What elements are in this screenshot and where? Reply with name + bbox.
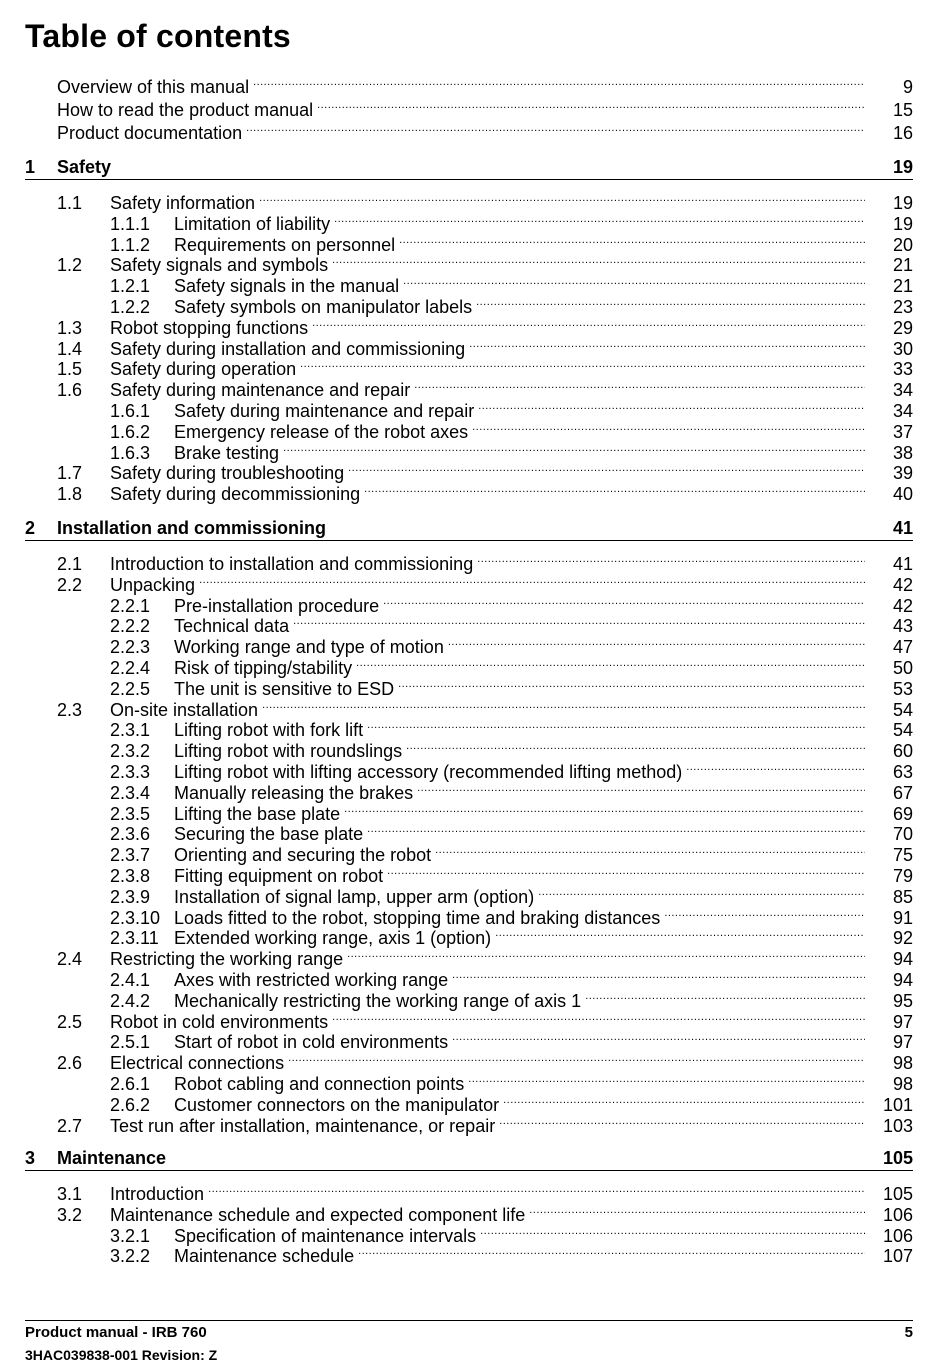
entry-page: 21 xyxy=(892,276,913,296)
entry-title: Fitting equipment on robot xyxy=(174,866,384,886)
dot-leader xyxy=(383,590,865,612)
dot-leader xyxy=(262,694,865,716)
chapter-heading[interactable] xyxy=(25,1146,913,1171)
dot-leader xyxy=(585,985,865,1007)
dot-leader xyxy=(406,735,865,757)
entry-number: 2.6.1 xyxy=(110,1074,151,1094)
entry-title: Orienting and securing the robot xyxy=(174,845,432,865)
toc-entry[interactable] xyxy=(57,353,913,379)
dot-leader xyxy=(347,943,865,965)
entry-number: 1.6 xyxy=(57,380,83,400)
entry-title: Customer connectors on the manipulator xyxy=(174,1095,500,1115)
dot-leader xyxy=(398,673,865,695)
entry-number: 2.5.1 xyxy=(110,1032,151,1052)
entry-title: Emergency release of the robot axes xyxy=(174,422,469,442)
entry-title: Test run after installation, maintenance, or repair xyxy=(110,1116,496,1136)
toc-entry[interactable] xyxy=(110,1240,913,1266)
entry-title: Pre-installation procedure xyxy=(174,596,380,616)
entry-page: 53 xyxy=(892,679,913,699)
entry-page: 98 xyxy=(892,1053,913,1073)
toc-entry[interactable] xyxy=(110,1089,913,1115)
dot-leader xyxy=(417,777,865,799)
entry-page: 97 xyxy=(892,1032,913,1052)
toc-entry[interactable] xyxy=(110,735,913,761)
footer-docid: 3HAC039838-001 Revision: Z xyxy=(25,1347,218,1363)
toc-entry[interactable] xyxy=(57,1006,913,1032)
entry-title: Safety during installation and commissioning xyxy=(110,339,466,359)
toc-entry[interactable] xyxy=(110,756,913,782)
chapter-number: 1 xyxy=(25,157,36,177)
toc-entry[interactable] xyxy=(110,590,913,616)
entry-number: 2.3.8 xyxy=(110,866,151,886)
entry-title: Safety symbols on manipulator labels xyxy=(174,297,473,317)
toc-entry[interactable] xyxy=(110,1220,913,1246)
toc-entry[interactable] xyxy=(110,395,913,421)
entry-number: 1.5 xyxy=(57,359,83,379)
dot-leader xyxy=(293,610,865,632)
entry-page: 107 xyxy=(882,1246,913,1266)
chapter-title: Maintenance xyxy=(57,1148,167,1168)
dot-leader xyxy=(288,1047,865,1069)
entry-number: 2.3.6 xyxy=(110,824,151,844)
entry-number: 2.2.2 xyxy=(110,616,151,636)
entry-page: 43 xyxy=(892,616,913,636)
toc-entry[interactable] xyxy=(110,860,913,886)
dot-leader xyxy=(452,964,865,986)
dot-leader xyxy=(414,374,865,396)
dot-leader xyxy=(686,756,865,778)
entry-number: 2.2.1 xyxy=(110,596,151,616)
toc-entry[interactable] xyxy=(110,631,913,657)
dot-leader xyxy=(367,714,865,736)
entry-title: Loads fitted to the robot, stopping time and braking distances xyxy=(174,908,661,928)
chapter-title: Safety xyxy=(57,157,112,177)
footer-product: Product manual - IRB 760 xyxy=(25,1324,207,1341)
dot-leader xyxy=(480,1220,865,1242)
entry-number: 2.3.4 xyxy=(110,783,151,803)
footer-divider xyxy=(25,1320,913,1321)
entry-number: 2.4.2 xyxy=(110,991,151,1011)
chapter-page: 105 xyxy=(882,1148,913,1168)
entry-title: Lifting robot with roundslings xyxy=(174,741,403,761)
dot-leader xyxy=(503,1089,865,1111)
entry-page: 54 xyxy=(892,700,913,720)
entry-number: 3.2.1 xyxy=(110,1226,151,1246)
entry-title: Requirements on personnel xyxy=(174,235,396,255)
dot-leader xyxy=(312,312,865,334)
entry-page: 85 xyxy=(892,887,913,907)
entry-page: 39 xyxy=(892,463,913,483)
toc-entry[interactable] xyxy=(57,694,913,720)
entry-title: Product documentation xyxy=(57,123,243,143)
toc-entry[interactable] xyxy=(110,291,913,317)
toc-entry[interactable] xyxy=(57,478,913,504)
entry-number: 1.2.2 xyxy=(110,297,151,317)
toc-entry[interactable] xyxy=(57,1047,913,1073)
toc-entry[interactable] xyxy=(110,985,913,1011)
entry-title: Maintenance schedule xyxy=(174,1246,355,1266)
entry-title: Safety signals in the manual xyxy=(174,276,400,296)
entry-page: 42 xyxy=(892,575,913,595)
toc-entry[interactable] xyxy=(110,437,913,463)
entry-number: 2.4 xyxy=(57,949,83,969)
entry-page: 41 xyxy=(892,554,913,574)
chapter-page: 19 xyxy=(892,157,913,177)
entry-number: 1.2 xyxy=(57,255,83,275)
entry-number: 2.2 xyxy=(57,575,83,595)
entry-title: Installation of signal lamp, upper arm (option) xyxy=(174,887,535,907)
dot-leader xyxy=(399,229,865,251)
entry-number: 1.1.1 xyxy=(110,214,151,234)
entry-page: 70 xyxy=(892,824,913,844)
entry-page: 30 xyxy=(892,339,913,359)
dot-leader xyxy=(469,333,865,355)
entry-page: 91 xyxy=(892,908,913,928)
entry-title: Manually releasing the brakes xyxy=(174,783,414,803)
entry-title: Overview of this manual xyxy=(57,77,250,97)
entry-number: 2.7 xyxy=(57,1116,83,1136)
entry-number: 2.2.3 xyxy=(110,637,151,657)
entry-number: 2.1 xyxy=(57,554,83,574)
toc-entry[interactable] xyxy=(57,1178,913,1204)
toc-entry[interactable] xyxy=(110,839,913,865)
entry-number: 2.3.5 xyxy=(110,804,151,824)
entry-title: Robot stopping functions xyxy=(110,318,309,338)
toc-entry[interactable] xyxy=(57,457,913,483)
entry-title: Securing the base plate xyxy=(174,824,364,844)
entry-page: 16 xyxy=(892,123,913,143)
entry-number: 2.3.10 xyxy=(110,908,161,928)
entry-page: 60 xyxy=(892,741,913,761)
toc-entry[interactable] xyxy=(110,610,913,636)
entry-title: On-site installation xyxy=(110,700,259,720)
entry-title: Introduction to installation and commissioning xyxy=(110,554,474,574)
entry-number: 3.1 xyxy=(57,1184,83,1204)
dot-leader xyxy=(334,208,865,230)
toc-entry[interactable] xyxy=(110,902,913,928)
dot-leader xyxy=(367,818,865,840)
entry-title: Robot in cold environments xyxy=(110,1012,329,1032)
entry-number: 1.6.3 xyxy=(110,443,151,463)
entry-page: 69 xyxy=(892,804,913,824)
entry-number: 1.2.1 xyxy=(110,276,151,296)
entry-title: Lifting robot with lifting accessory (recommended lifting method) xyxy=(174,762,683,782)
entry-page: 94 xyxy=(892,949,913,969)
chapter-title: Installation and commissioning xyxy=(57,518,327,538)
entry-number: 1.6.2 xyxy=(110,422,151,442)
entry-title: Safety during maintenance and repair xyxy=(110,380,411,400)
dot-leader xyxy=(344,798,865,820)
entry-title: Extended working range, axis 1 (option) xyxy=(174,928,492,948)
toc-entry[interactable] xyxy=(110,208,913,234)
toc-entry[interactable] xyxy=(57,117,913,143)
dot-leader xyxy=(495,922,865,944)
page-title: Table of contents xyxy=(25,18,291,54)
entry-title: The unit is sensitive to ESD xyxy=(174,679,395,699)
toc-entry[interactable] xyxy=(110,270,913,296)
entry-number: 1.7 xyxy=(57,463,83,483)
dot-leader xyxy=(208,1178,865,1200)
entry-number: 2.2.5 xyxy=(110,679,151,699)
dot-leader xyxy=(358,1240,865,1262)
toc-entry[interactable] xyxy=(110,673,913,699)
toc-entry[interactable] xyxy=(110,652,913,678)
toc-entry[interactable] xyxy=(57,71,913,97)
footer-page-number: 5 xyxy=(904,1324,913,1341)
entry-number: 2.6.2 xyxy=(110,1095,151,1115)
entry-title: Technical data xyxy=(174,616,290,636)
toc-entry[interactable] xyxy=(110,818,913,844)
entry-page: 98 xyxy=(892,1074,913,1094)
dot-leader xyxy=(435,839,865,861)
dot-leader xyxy=(664,902,865,924)
toc-entry[interactable] xyxy=(57,249,913,275)
entry-title: Safety during maintenance and repair xyxy=(174,401,475,421)
chapter-heading[interactable] xyxy=(25,516,913,541)
entry-title: Maintenance schedule and expected component life xyxy=(110,1205,526,1225)
entry-title: Start of robot in cold environments xyxy=(174,1032,449,1052)
entry-title: Working range and type of motion xyxy=(174,637,444,657)
entry-page: 106 xyxy=(882,1205,913,1225)
dot-leader xyxy=(468,1068,865,1090)
chapter-page: 41 xyxy=(892,518,913,538)
entry-title: Lifting the base plate xyxy=(174,804,341,824)
entry-page: 34 xyxy=(892,401,913,421)
dot-leader xyxy=(356,652,865,674)
dot-leader xyxy=(283,437,865,459)
entry-page: 105 xyxy=(882,1184,913,1204)
dot-leader xyxy=(332,1006,865,1028)
entry-title: Safety signals and symbols xyxy=(110,255,329,275)
toc-entry[interactable] xyxy=(110,229,913,255)
entry-page: 19 xyxy=(892,214,913,234)
entry-number: 3.2 xyxy=(57,1205,83,1225)
entry-title: Restricting the working range xyxy=(110,949,344,969)
toc-entry[interactable] xyxy=(110,798,913,824)
dot-leader xyxy=(478,395,865,417)
chapter-number: 2 xyxy=(25,518,36,538)
toc-entry[interactable] xyxy=(57,94,913,120)
entry-title: Limitation of liability xyxy=(174,214,331,234)
entry-number: 1.6.1 xyxy=(110,401,151,421)
entry-title: How to read the product manual xyxy=(57,100,314,120)
entry-title: Introduction xyxy=(110,1184,205,1204)
dot-leader xyxy=(300,353,865,375)
entry-page: 50 xyxy=(892,658,913,678)
entry-page: 23 xyxy=(892,297,913,317)
toc-entry[interactable] xyxy=(57,333,913,359)
dot-leader xyxy=(387,860,865,882)
toc-entry[interactable] xyxy=(110,881,913,907)
dot-leader xyxy=(246,117,865,139)
dot-leader xyxy=(403,270,865,292)
entry-number: 2.3 xyxy=(57,700,83,720)
entry-page: 37 xyxy=(892,422,913,442)
entry-title: Safety information xyxy=(110,193,256,213)
toc-entry[interactable] xyxy=(110,416,913,442)
dot-leader xyxy=(332,249,865,271)
entry-page: 40 xyxy=(892,484,913,504)
toc-entry[interactable] xyxy=(57,569,913,595)
entry-page: 34 xyxy=(892,380,913,400)
entry-number: 2.3.2 xyxy=(110,741,151,761)
dot-leader xyxy=(448,631,865,653)
chapter-number: 3 xyxy=(25,1148,36,1168)
toc-entry[interactable] xyxy=(57,548,913,574)
toc-entry[interactable] xyxy=(110,777,913,803)
dot-leader xyxy=(259,187,865,209)
dot-leader xyxy=(472,416,865,438)
entry-page: 79 xyxy=(892,866,913,886)
entry-page: 106 xyxy=(882,1226,913,1246)
entry-title: Axes with restricted working range xyxy=(174,970,449,990)
entry-page: 95 xyxy=(892,991,913,1011)
toc-entry[interactable] xyxy=(57,1199,913,1225)
entry-number: 2.3.1 xyxy=(110,720,151,740)
entry-title: Specification of maintenance intervals xyxy=(174,1226,477,1246)
entry-title: Safety during decommissioning xyxy=(110,484,361,504)
entry-page: 94 xyxy=(892,970,913,990)
entry-number: 1.4 xyxy=(57,339,83,359)
dot-leader xyxy=(476,291,865,313)
entry-number: 2.3.11 xyxy=(110,928,159,948)
entry-page: 15 xyxy=(892,100,913,120)
dot-leader xyxy=(317,94,865,116)
entry-number: 2.5 xyxy=(57,1012,83,1032)
entry-title: Risk of tipping/stability xyxy=(174,658,353,678)
entry-number: 2.4.1 xyxy=(110,970,151,990)
entry-page: 29 xyxy=(892,318,913,338)
entry-page: 38 xyxy=(892,443,913,463)
entry-number: 2.6 xyxy=(57,1053,83,1073)
entry-title: Safety during operation xyxy=(110,359,297,379)
entry-number: 1.1 xyxy=(57,193,83,213)
dot-leader xyxy=(499,1110,865,1132)
entry-page: 9 xyxy=(902,77,913,97)
entry-number: 2.3.7 xyxy=(110,845,151,865)
entry-page: 20 xyxy=(892,235,913,255)
dot-leader xyxy=(348,457,865,479)
entry-page: 103 xyxy=(882,1116,913,1136)
entry-number: 1.8 xyxy=(57,484,83,504)
entry-number: 3.2.2 xyxy=(110,1246,151,1266)
toc-entry[interactable] xyxy=(57,1110,913,1136)
dot-leader xyxy=(538,881,865,903)
entry-page: 54 xyxy=(892,720,913,740)
entry-page: 33 xyxy=(892,359,913,379)
toc-entry[interactable] xyxy=(110,714,913,740)
entry-page: 42 xyxy=(892,596,913,616)
entry-page: 63 xyxy=(892,762,913,782)
entry-number: 2.3.3 xyxy=(110,762,151,782)
chapter-heading[interactable] xyxy=(25,155,913,180)
entry-title: Unpacking xyxy=(110,575,196,595)
entry-page: 75 xyxy=(892,845,913,865)
toc-entry[interactable] xyxy=(57,312,913,338)
dot-leader xyxy=(477,548,865,570)
entry-page: 19 xyxy=(892,193,913,213)
entry-page: 92 xyxy=(892,928,913,948)
dot-leader xyxy=(529,1199,865,1221)
entry-page: 97 xyxy=(892,1012,913,1032)
toc-entry[interactable] xyxy=(57,943,913,969)
toc-entry[interactable] xyxy=(110,1026,913,1052)
toc-entry[interactable] xyxy=(110,964,913,990)
entry-number: 1.1.2 xyxy=(110,235,151,255)
entry-page: 21 xyxy=(892,255,913,275)
entry-title: Mechanically restricting the working range of axis 1 xyxy=(174,991,582,1011)
dot-leader xyxy=(199,569,865,591)
entry-title: Electrical connections xyxy=(110,1053,285,1073)
toc-entry[interactable] xyxy=(57,187,913,213)
toc-entry[interactable] xyxy=(110,922,913,948)
entry-number: 2.2.4 xyxy=(110,658,151,678)
entry-number: 1.3 xyxy=(57,318,83,338)
toc-entry[interactable] xyxy=(110,1068,913,1094)
toc-entry[interactable] xyxy=(57,374,913,400)
dot-leader xyxy=(253,71,865,93)
dot-leader xyxy=(364,478,865,500)
dot-leader xyxy=(452,1026,865,1048)
entry-title: Safety during troubleshooting xyxy=(110,463,345,483)
entry-title: Brake testing xyxy=(174,443,280,463)
entry-title: Robot cabling and connection points xyxy=(174,1074,465,1094)
entry-page: 67 xyxy=(892,783,913,803)
entry-page: 47 xyxy=(892,637,913,657)
entry-number: 2.3.9 xyxy=(110,887,151,907)
entry-page: 101 xyxy=(882,1095,913,1115)
entry-title: Lifting robot with fork lift xyxy=(174,720,364,740)
